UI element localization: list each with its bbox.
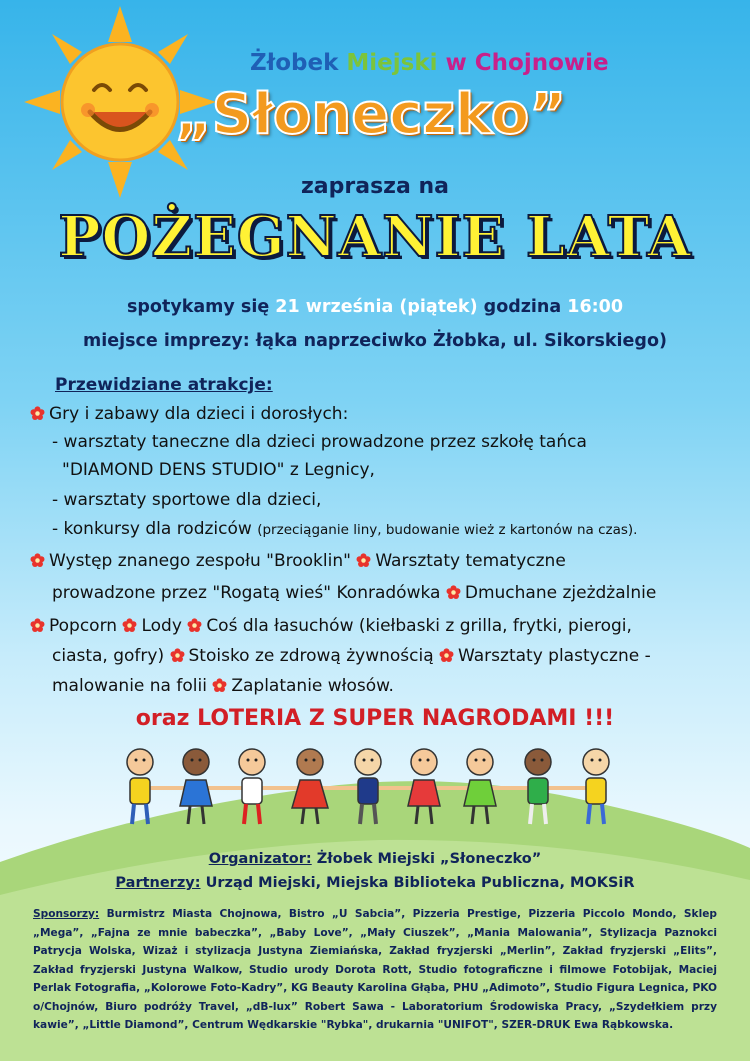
flower-icon xyxy=(30,618,45,633)
partners-line xyxy=(0,875,750,891)
attraction-line: malowanie na folii Zaplatanie włosów. xyxy=(52,676,394,696)
attraction-line: - warsztaty sportowe dla dzieci, xyxy=(52,490,322,510)
partners-value: Urząd Miejski, Miejska Biblioteka Publiczna, MOKSiR xyxy=(205,875,635,891)
attractions-heading: Przewidziane atrakcje: xyxy=(55,375,273,395)
flower-icon xyxy=(446,585,461,600)
attraction-line: - konkursy dla rodziców (przeciąganie liny, budowanie wież z kartonów na czas). xyxy=(52,519,638,539)
children-holding-hands-illustration xyxy=(118,740,628,830)
attraction-line: "DIAMOND DENS STUDIO" z Legnicy, xyxy=(62,460,375,480)
attraction-line: - warsztaty taneczne dla dzieci prowadzone przez szkołę tańca xyxy=(52,432,587,452)
flower-icon xyxy=(356,553,371,568)
flower-icon xyxy=(212,678,227,693)
partners-label: Partnerzy: xyxy=(115,875,201,891)
attraction-line: prowadzone przez "Rogatą wieś" Konradówka Dmuchane zjeżdżalnie xyxy=(52,583,657,603)
invite-text: zaprasza na xyxy=(300,174,449,199)
organizer-label: Organizator: xyxy=(208,851,312,867)
flower-icon xyxy=(30,553,45,568)
event-title: POŻEGNANIE LATA xyxy=(58,204,692,270)
lottery-banner: oraz LOTERIA Z SUPER NAGRODAMI !!! xyxy=(135,706,615,731)
brand-part2: Miejski xyxy=(346,50,438,76)
meet-time: 16:00 xyxy=(567,297,624,317)
brand-part3: w Chojnowie xyxy=(445,50,609,76)
sponsors-text: Burmistrz Miasta Chojnowa, Bistro „U Sabcia”, Pizzeria Prestige, Pizzeria Piccolo Mondo, Sklep „Mega”, „Fajna ze mnie babeczka”, „Baby Love”, „Mały Ciuszek”, „Mania Malowania”, Stylizacja Paznokci Patrycja Wolska, Wizaż i stylizacja Justyna Ziemiańska, Zakład fryzjerski „Merlin”, Zakład fryzjerski „Elits”, Zakład fryzjerski Justyna Walkow, Studio urody Dorota Rott, Studio fotograficzne i filmowe Fotobijak, Maciej Perlak Fotografia, „Kolorowe Foto-Kadry”, KG Beauty Karolina Głąba, PHU „Adimoto”, Studio Figura Legnica, PKO o/Chojnów, Biuro podróży Travel, „dB-lux” Robert Sawa - Laboratorium Środowiska Pracy, „Szydełkiem przy kawie”, „Little Diamond”, Centrum Wędkarskie "Rybka", drukarnia "UNIFOT", SZER-DRUK Ewa Rąbkowska. xyxy=(33,908,717,1031)
flower-icon xyxy=(439,648,454,663)
attraction-line: ciasta, gofry) Stoisko ze zdrową żywnością Warsztaty plastyczne - xyxy=(52,646,651,666)
flower-icon xyxy=(122,618,137,633)
nursery-name: „Słoneczko” xyxy=(175,82,567,147)
meet-prefix: spotykamy się xyxy=(126,297,270,317)
flower-icon xyxy=(30,406,45,421)
nursery-brand xyxy=(250,50,609,76)
attraction-line: Występ znanego zespołu "Brooklin" Warsztaty tematyczne xyxy=(30,551,566,571)
attraction-line: Popcorn Lody Coś dla łasuchów (kiełbaski z grilla, frytki, pierogi, xyxy=(30,616,632,636)
flower-icon xyxy=(170,648,185,663)
sponsors-label: Sponsorzy: xyxy=(33,908,100,920)
place-info: miejsce imprezy: łąka naprzeciwko Żłobka, ul. Sikorskiego) xyxy=(83,331,667,351)
organizer-value: Żłobek Miejski „Słoneczko” xyxy=(316,851,542,867)
meet-date: 21 września (piątek) xyxy=(275,297,478,317)
brand-part1: Żłobek xyxy=(250,50,339,76)
meet-time-label: godzina xyxy=(483,297,562,317)
sponsors-block xyxy=(33,905,717,1035)
attraction-line: Gry i zabawy dla dzieci i dorosłych: xyxy=(30,404,348,424)
meeting-info xyxy=(0,297,750,317)
organizer-line xyxy=(0,851,750,867)
flower-icon xyxy=(187,618,202,633)
